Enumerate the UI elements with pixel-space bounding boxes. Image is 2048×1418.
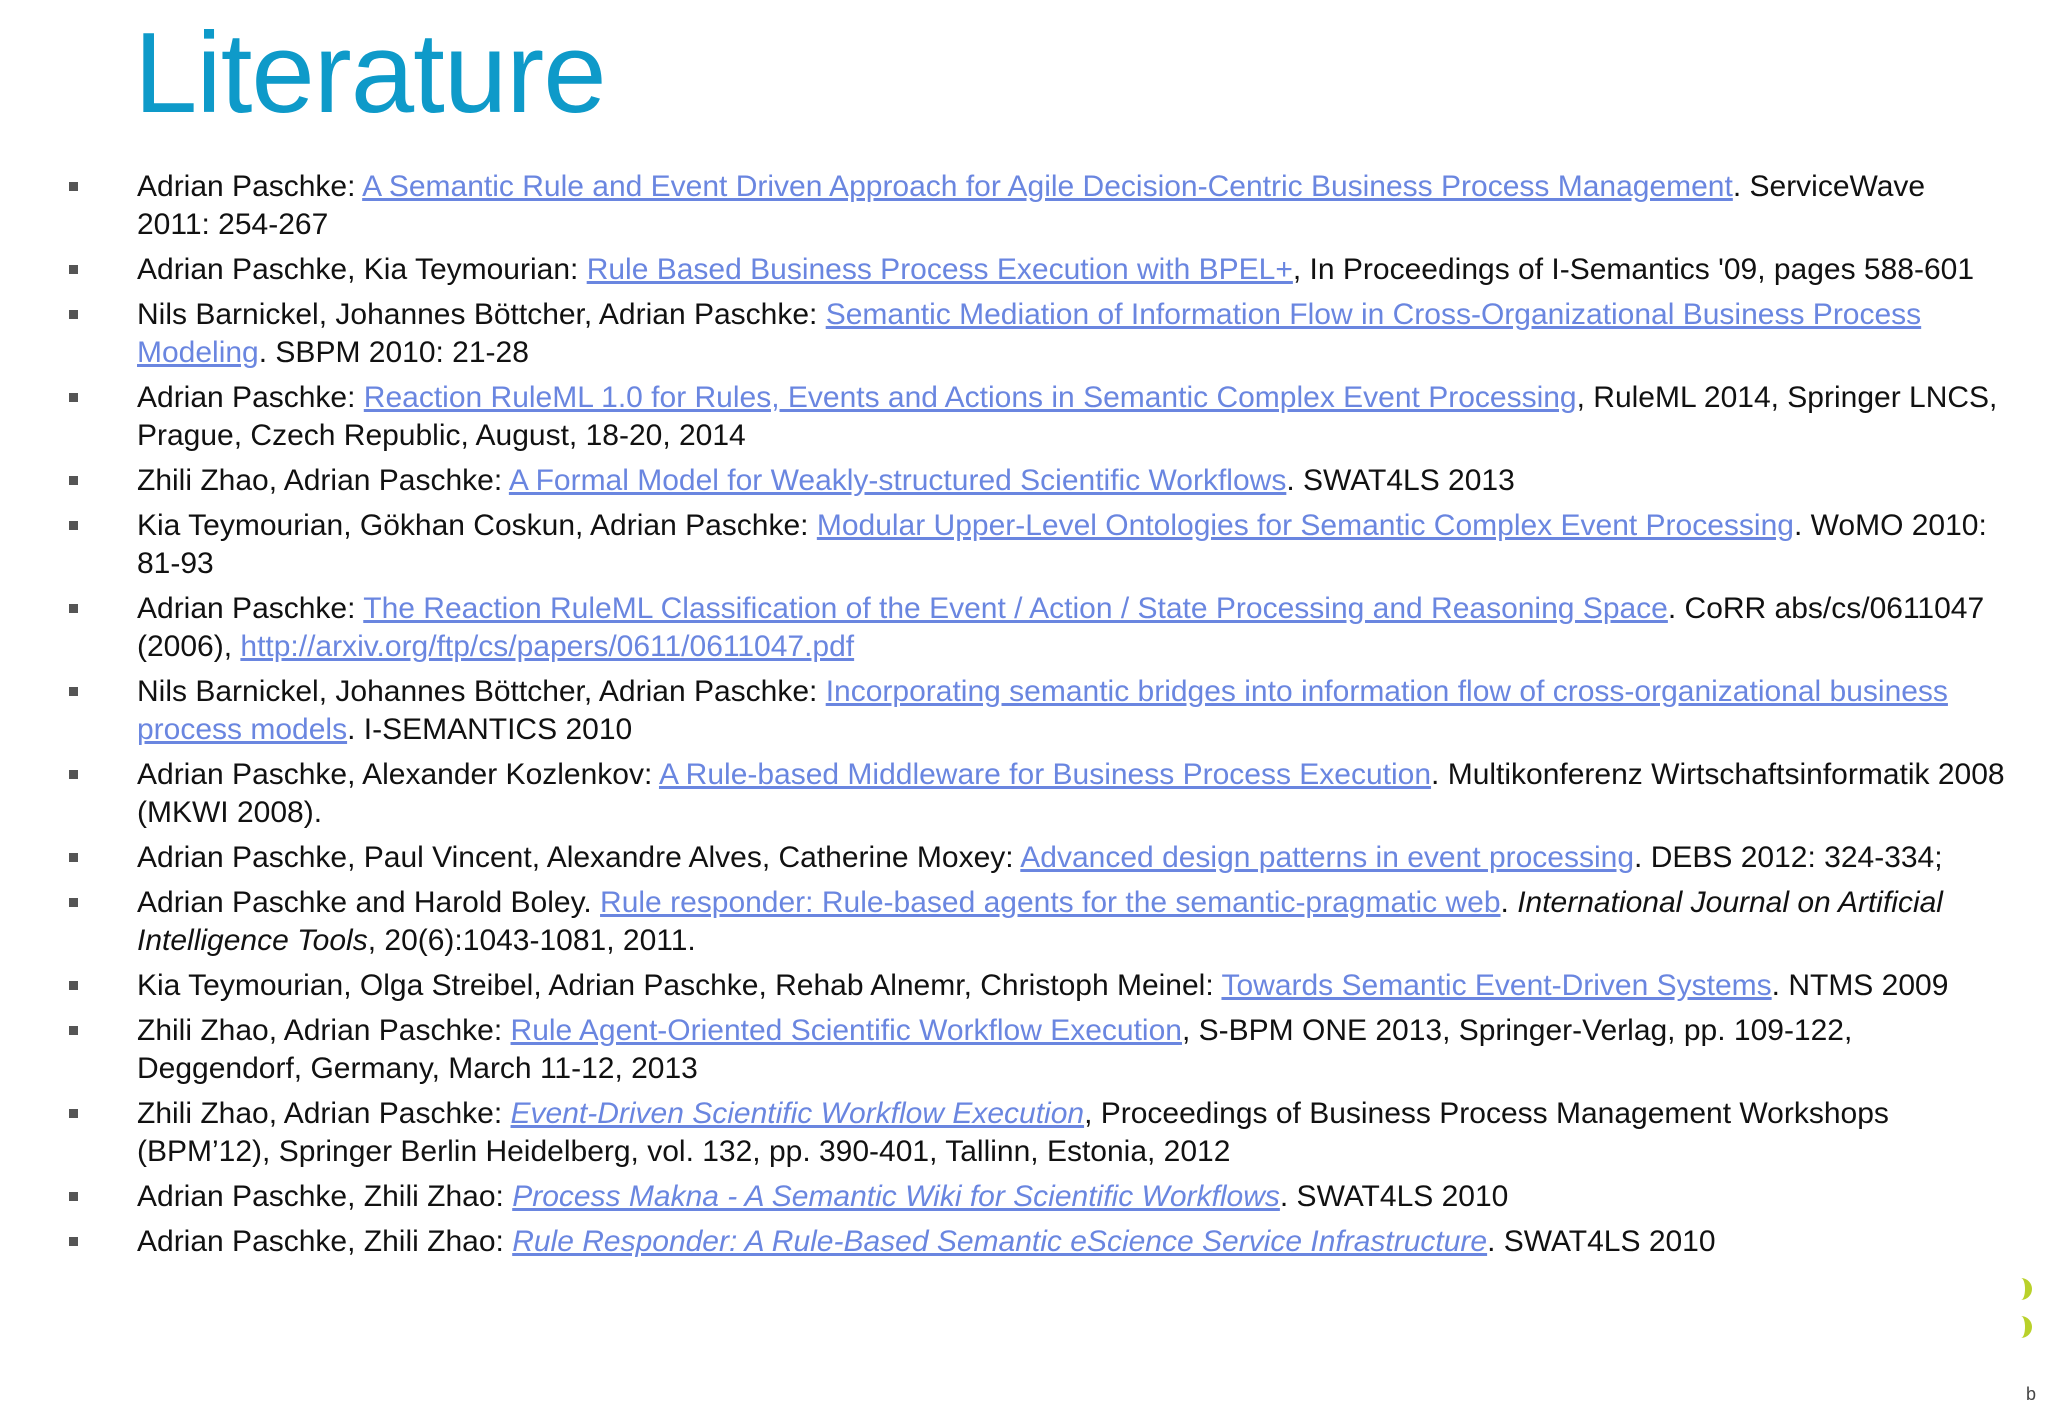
square-bullet-icon <box>69 182 78 191</box>
reference-item <box>66 1178 2006 1216</box>
reference-item <box>66 756 2006 832</box>
reference-text: . WoMO 2010: 81-93 <box>137 509 1987 580</box>
reference-text: Adrian Paschke, Paul Vincent, Alexandre Alves, Catherine Moxey: <box>137 841 1021 874</box>
reference-text: Kia Teymourian, Gökhan Coskun, Adrian Paschke: <box>137 509 817 542</box>
reference-text: , S-BPM ONE 2013, Springer-Verlag, pp. 109-122, Deggendorf, Germany, March 11-12, 2013 <box>137 1014 1853 1085</box>
reference-item <box>66 839 2006 877</box>
reference-item <box>66 462 2006 500</box>
square-bullet-icon <box>69 521 78 530</box>
reference-link[interactable]: Reaction RuleML 1.0 for Rules, Events and Actions in Semantic Complex Event Processing <box>363 381 1577 414</box>
square-bullet-icon <box>69 310 78 319</box>
square-bullet-icon <box>69 981 78 990</box>
reference-text: Adrian Paschke: <box>137 170 363 203</box>
reference-item <box>66 967 2006 1005</box>
reference-text: , RuleML 2014, Springer LNCS, Prague, Czech Republic, August, 18-20, 2014 <box>137 381 1998 452</box>
reference-text: Adrian Paschke and Harold Boley. <box>137 886 601 919</box>
reference-item <box>66 1223 2006 1261</box>
square-bullet-icon <box>69 604 78 613</box>
reference-text: . CoRR abs/cs/0611047 (2006), <box>137 592 1985 663</box>
reference-item <box>66 590 2006 666</box>
reference-text: . ServiceWave 2011: 254-267 <box>137 170 1926 241</box>
square-bullet-icon <box>69 853 78 862</box>
journal-title: International Journal on Artificial Intelligence Tools <box>137 886 1943 957</box>
square-bullet-icon <box>69 898 78 907</box>
reference-text: . SBPM 2010: 21-28 <box>258 336 529 369</box>
reference-link[interactable]: Modular Upper-Level Ontologies for Semantic Complex Event Processing <box>816 509 1794 542</box>
square-bullet-icon <box>69 1109 78 1118</box>
reference-item <box>66 507 2006 583</box>
reference-item <box>66 379 2006 455</box>
square-bullet-icon <box>69 265 78 274</box>
reference-list <box>66 168 2006 1268</box>
reference-item <box>66 673 2006 749</box>
reference-link[interactable]: The Reaction RuleML Classification of the Event / Action / State Processing and Reasoning Space <box>363 592 1668 625</box>
reference-text: Nils Barnickel, Johannes Böttcher, Adrian Paschke: <box>137 298 826 331</box>
reference-text: , 20(6):1043-1081, 2011. <box>367 924 696 957</box>
reference-link[interactable]: Rule responder: Rule-based agents for the semantic-pragmatic web <box>600 886 1501 919</box>
reference-link[interactable]: Event-Driven Scientific Workflow Execution <box>510 1097 1085 1130</box>
reference-text: . SWAT4LS 2013 <box>1286 464 1515 497</box>
square-bullet-icon <box>69 770 78 779</box>
reference-link[interactable]: Towards Semantic Event-Driven Systems <box>1221 969 1772 1002</box>
reference-text: Zhili Zhao, Adrian Paschke: <box>137 1014 511 1047</box>
reference-text: . SWAT4LS 2010 <box>1487 1225 1716 1258</box>
reference-text: Adrian Paschke, Alexander Kozlenkov: <box>137 758 659 791</box>
square-bullet-icon <box>69 1237 78 1246</box>
reference-text: . <box>1500 886 1518 919</box>
reference-text: , In Proceedings of I-Semantics '09, pages 588-601 <box>1292 253 1975 286</box>
reference-text: , Proceedings of Business Process Management Workshops (BPM’12), Springer Berlin Heidelberg, vol. 132, pp. 390-401, Tallinn, Estonia, 2012 <box>137 1097 1889 1168</box>
reference-text: Zhili Zhao, Adrian Paschke: <box>137 1097 511 1130</box>
reference-link[interactable]: Incorporating semantic bridges into information flow of cross-organizational business process models <box>137 675 1948 746</box>
reference-text: Adrian Paschke, Zhili Zhao: <box>137 1180 513 1213</box>
decorative-mark-icon <box>2014 1316 2032 1338</box>
reference-text: Adrian Paschke, Zhili Zhao: <box>137 1225 513 1258</box>
square-bullet-icon <box>69 687 78 696</box>
reference-link[interactable]: A Formal Model for Weakly-structured Scientific Workflows <box>508 464 1287 497</box>
reference-text: Adrian Paschke: <box>137 381 364 414</box>
reference-text: Kia Teymourian, Olga Streibel, Adrian Paschke, Rehab Alnemr, Christoph Meinel: <box>137 969 1222 1002</box>
reference-text: . I-SEMANTICS 2010 <box>347 713 633 746</box>
decorative-mark-icon <box>2014 1278 2032 1300</box>
reference-link[interactable]: Rule Based Business Process Execution with BPEL+ <box>586 253 1293 286</box>
reference-item <box>66 296 2006 372</box>
reference-link[interactable]: Semantic Mediation of Information Flow in Cross-Organizational Business Process Modeling <box>137 298 1922 369</box>
reference-link[interactable]: Rule Responder: A Rule-Based Semantic eScience Service Infrastructure <box>512 1225 1488 1258</box>
reference-text: Zhili Zhao, Adrian Paschke: <box>137 464 509 497</box>
reference-item <box>66 168 2006 244</box>
square-bullet-icon <box>69 1192 78 1201</box>
reference-link[interactable]: Rule Agent-Oriented Scientific Workflow Execution <box>510 1014 1182 1047</box>
corner-letter: b <box>2026 1384 2037 1404</box>
square-bullet-icon <box>69 393 78 402</box>
reference-link[interactable]: A Rule-based Middleware for Business Process Execution <box>658 758 1432 791</box>
reference-item <box>66 1095 2006 1171</box>
reference-text: Nils Barnickel, Johannes Böttcher, Adrian Paschke: <box>137 675 826 708</box>
reference-link[interactable]: A Semantic Rule and Event Driven Approach for Agile Decision-Centric Business Process Management <box>362 170 1733 203</box>
reference-text: Adrian Paschke: <box>137 592 364 625</box>
reference-text: . SWAT4LS 2010 <box>1279 1180 1509 1213</box>
page-title: Literature <box>134 10 606 137</box>
reference-text: . DEBS 2012: 324-334; <box>1634 841 1943 874</box>
reference-text: . NTMS 2009 <box>1771 969 1949 1002</box>
reference-link[interactable]: Process Makna - A Semantic Wiki for Scientific Workflows <box>512 1180 1280 1213</box>
reference-link[interactable]: Advanced design patterns in event processing <box>1020 841 1635 874</box>
reference-item <box>66 1012 2006 1088</box>
reference-link[interactable]: http://arxiv.org/ftp/cs/papers/0611/0611047.pdf <box>240 630 855 663</box>
reference-item <box>66 884 2006 960</box>
square-bullet-icon <box>69 1026 78 1035</box>
reference-text: Adrian Paschke, Kia Teymourian: <box>137 253 587 286</box>
reference-item <box>66 251 2006 289</box>
reference-text: . Multikonferenz Wirtschaftsinformatik 2008 (MKWI 2008). <box>137 758 2005 829</box>
square-bullet-icon <box>69 476 78 485</box>
